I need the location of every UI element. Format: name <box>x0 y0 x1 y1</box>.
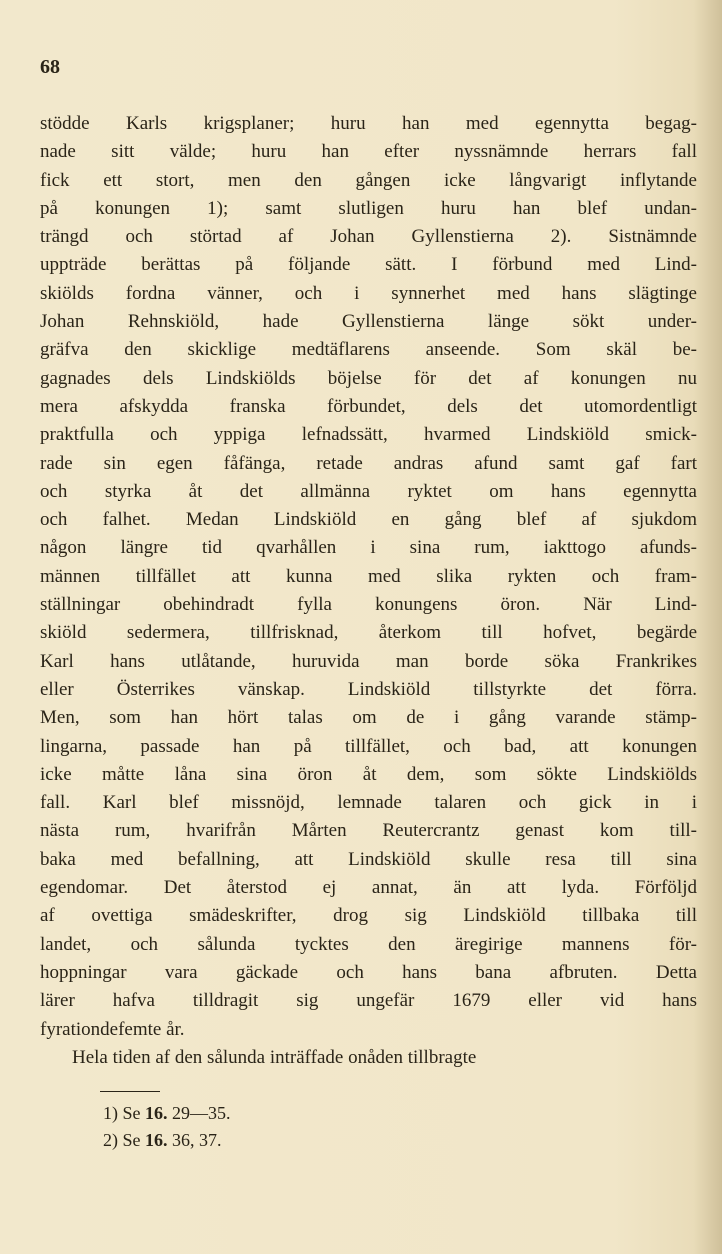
footnote-ref: Se <box>122 1103 141 1123</box>
footnote-ref: Se <box>122 1130 141 1150</box>
text-line: eller Österrikes vänskap. Lindskiöld tillstyrkte det förra. <box>40 678 697 700</box>
text-line: Men, som han hört talas om de i gång varande stämp- <box>40 707 697 729</box>
body-text <box>40 110 697 1072</box>
text-line: mera afskydda franska förbundet, dels det utomordentligt <box>40 395 697 417</box>
text-line: och styrka åt det allmänna ryktet om hans egennytta <box>40 480 697 502</box>
text-line: på konungen 1); samt slutligen huru han blef undan- <box>40 197 697 219</box>
text-line: ställningar obehindradt fylla konungens öron. När Lind- <box>40 594 697 616</box>
footnote-pages: 29—35. <box>172 1103 231 1123</box>
text-line: fall. Karl blef missnöjd, lemnade talaren och gick in i <box>40 792 697 814</box>
text-line: trängd och störtad af Johan Gyllenstierna 2). Sistnämnde <box>40 226 697 248</box>
text-line: någon längre tid qvarhållen i sina rum, iakttogo afunds- <box>40 537 697 559</box>
text-line: uppträde berättas på följande sätt. I förbund med Lind- <box>40 254 697 276</box>
footnote-mark: 1) <box>103 1103 118 1123</box>
text-line: lingarna, passade han på tillfället, och bad, att konungen <box>40 735 697 757</box>
text-line: landet, och sålunda tycktes den äregirige mannens för- <box>40 933 697 955</box>
footnote-volume: 16. <box>145 1103 168 1123</box>
text-line: och falhet. Medan Lindskiöld en gång blef af sjukdom <box>40 509 697 531</box>
footnote <box>103 1100 231 1127</box>
text-line: skiöld sedermera, tillfrisknad, återkom till hofvet, begärde <box>40 622 697 644</box>
text-line: baka med befallning, att Lindskiöld skulle resa till sina <box>40 848 697 870</box>
text-line: stödde Karls krigsplaner; huru han med egennytta begag- <box>40 113 697 134</box>
text-line: skiölds fordna vänner, och i synnerhet med hans slägtinge <box>40 282 697 304</box>
text-line: männen tillfället att kunna med slika rykten och fram- <box>40 565 697 587</box>
footnote <box>103 1127 231 1154</box>
text-line: rade sin egen fåfänga, retade andras afund samt gaf fart <box>40 452 697 474</box>
text-line: hoppningar vara gäckade och hans bana afbruten. Detta <box>40 961 697 983</box>
footnote-pages: 36, 37. <box>172 1130 222 1150</box>
text-line: Johan Rehnskiöld, hade Gyllenstierna länge sökt under- <box>40 311 697 333</box>
text-line: af ovettiga smädeskrifter, drog sig Lindskiöld tillbaka till <box>40 905 697 927</box>
text-line: Hela tiden af den sålunda inträffade onåden tillbragte <box>72 1046 477 1068</box>
text-line: lärer hafva tilldragit sig ungefär 1679 eller vid hans <box>40 990 697 1012</box>
text-line: Karl hans utlåtande, huruvida man borde söka Frankrikes <box>40 650 697 672</box>
footnote-volume: 16. <box>145 1130 168 1150</box>
text-line: praktfulla och yppiga lefnadssätt, hvarmed Lindskiöld smick- <box>40 424 697 446</box>
text-line: fyrationdefemte år. <box>40 1018 185 1040</box>
text-line: gräfva den skicklige medtäflarens anseende. Som skäl be- <box>40 339 697 361</box>
footnote-divider <box>100 1091 160 1092</box>
footnote-mark: 2) <box>103 1130 118 1150</box>
footnotes <box>103 1100 231 1154</box>
text-line: egendomar. Det återstod ej annat, än att lyda. Förföljd <box>40 877 697 899</box>
text-line: nästa rum, hvarifrån Mårten Reutercrantz genast kom till- <box>40 820 697 842</box>
text-line: gagnades dels Lindskiölds böjelse för det af konungen nu <box>40 367 697 389</box>
text-line: nade sitt välde; huru han efter nyssnämnde herrars fall <box>40 141 697 163</box>
text-line: fick ett stort, men den gången icke långvarigt inflytande <box>40 169 697 191</box>
text-line: icke måtte låna sina öron åt dem, som sökte Lindskiölds <box>40 763 697 785</box>
page-number: 68 <box>40 56 60 78</box>
